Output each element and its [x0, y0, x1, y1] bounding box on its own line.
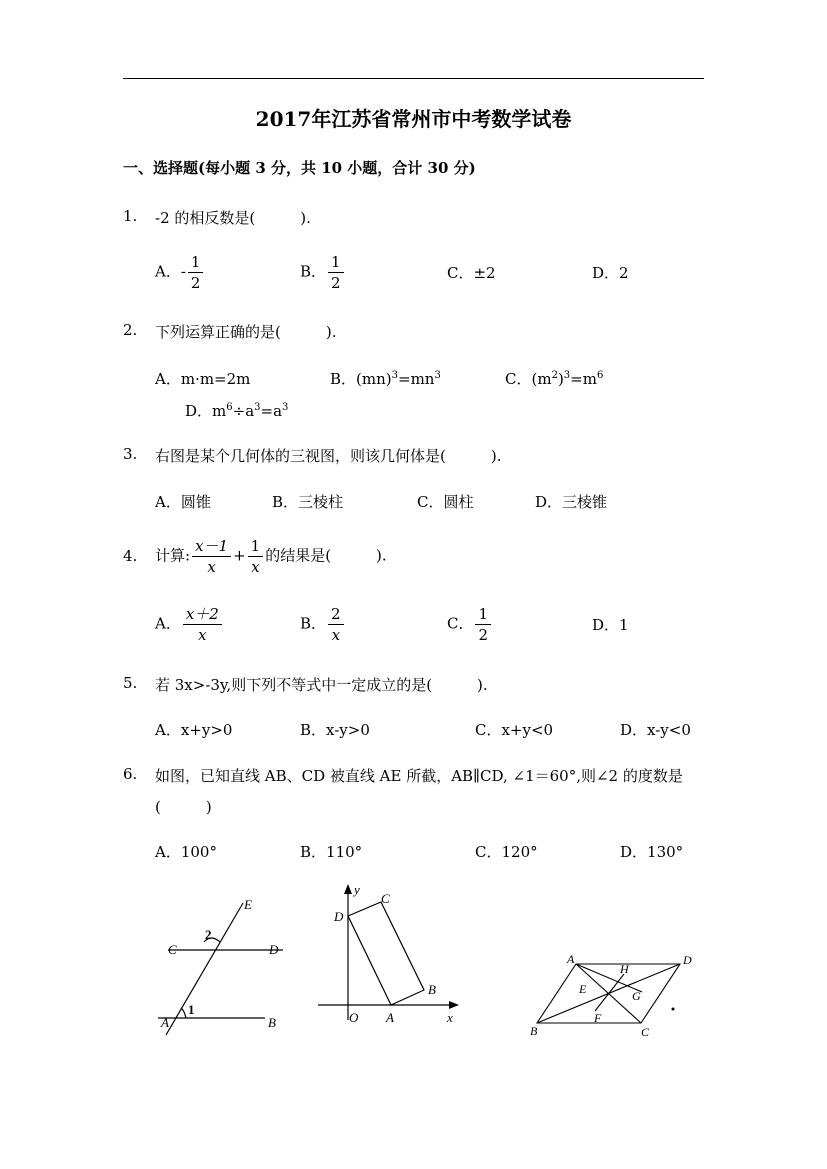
option-text: )	[557, 370, 564, 388]
label-b: B	[428, 982, 436, 997]
option-b[interactable]	[330, 368, 441, 389]
question-number: 5.	[123, 674, 138, 692]
exponent: 2	[551, 370, 558, 381]
option-b[interactable]	[300, 252, 346, 293]
option-text: ÷a	[232, 402, 255, 420]
plus-sign: +	[233, 546, 246, 565]
option-d[interactable]: D．三棱锥	[535, 493, 608, 511]
option-a[interactable]	[155, 604, 224, 645]
figure-parallelogram	[537, 964, 680, 1023]
option-label: B．	[300, 614, 327, 633]
label-h: H	[620, 962, 629, 976]
label-a: A	[567, 952, 575, 966]
label-c: C	[168, 942, 177, 957]
question-stem: 右图是某个几何体的三视图，则该几何体是( ).	[155, 447, 502, 465]
option-label: B．	[300, 262, 327, 281]
option-a[interactable]: A．x+y>0	[155, 721, 233, 739]
numerator: 2	[328, 604, 344, 625]
label-b: B	[268, 1015, 276, 1030]
segment-fh	[595, 974, 624, 1011]
option-label: C．	[447, 614, 474, 633]
option-a[interactable]: A．圆锥	[155, 493, 211, 511]
question-stem: 如图，已知直线 AB、CD 被直线 AE 所截，AB∥CD, ∠1＝60°,则∠2 的度数是	[155, 767, 683, 785]
option-text: C．(m	[505, 370, 552, 388]
exponent: 3	[282, 402, 289, 413]
option-label: A．-	[155, 262, 186, 281]
header-rule	[123, 78, 704, 79]
label-y: y	[354, 882, 360, 897]
question-number: 6.	[123, 765, 138, 783]
numerator: 1	[475, 604, 491, 625]
fraction	[192, 536, 231, 577]
angle-2-label: 2	[205, 927, 212, 942]
option-a[interactable]: A．100°	[155, 843, 217, 861]
label-e: E	[244, 897, 252, 912]
section-heading: 一、选择题(每小题 3 分，共 10 小题，合计 30 分)	[123, 159, 476, 177]
label-a: A	[386, 1010, 394, 1025]
question-stem: -2 的相反数是( ).	[155, 209, 311, 227]
stem-text: 的结果是( ).	[265, 546, 387, 565]
question-stem	[155, 536, 387, 577]
option-a[interactable]: A．m·m=2m	[155, 370, 251, 388]
label-e: E	[579, 982, 587, 996]
question-stem: 下列运算正确的是( ).	[155, 323, 337, 341]
exponent: 3	[254, 402, 261, 413]
denominator: x	[198, 626, 207, 644]
option-text: B．(mn)	[330, 370, 392, 388]
denominator: x	[331, 626, 341, 644]
line-ae	[166, 903, 243, 1035]
option-b[interactable]: B．三棱柱	[272, 493, 344, 511]
label-f: F	[594, 1011, 602, 1025]
option-text: =m	[570, 370, 597, 388]
option-d[interactable]: D．1	[592, 616, 629, 634]
option-c[interactable]	[505, 368, 603, 389]
question-number: 4.	[123, 547, 138, 565]
option-text: D．m	[185, 402, 227, 420]
question-stem: 若 3x>-3y,则下列不等式中一定成立的是( ).	[155, 676, 488, 694]
y-axis-arrow-icon	[344, 884, 352, 894]
rectangle-abcd	[348, 902, 424, 1005]
exponent: 6	[596, 370, 604, 381]
question-number: 2.	[123, 321, 138, 339]
fraction	[248, 536, 264, 577]
denominator: 2	[331, 274, 341, 292]
exponent: 3	[391, 370, 398, 381]
label-d: D	[334, 909, 344, 924]
option-a[interactable]	[155, 252, 205, 293]
numerator: 1	[248, 536, 264, 557]
numerator: 1	[188, 252, 204, 273]
option-d[interactable]: D．130°	[620, 843, 684, 861]
option-text: =mn	[398, 370, 435, 388]
label-c: C	[641, 1025, 650, 1039]
denominator: 2	[190, 274, 201, 292]
option-c[interactable]: C．圆柱	[417, 493, 474, 511]
fraction	[188, 252, 204, 293]
option-c[interactable]: C．120°	[475, 843, 538, 861]
stem-text: 计算:	[155, 546, 191, 565]
label-a: A	[161, 1015, 169, 1030]
denominator: 2	[478, 626, 489, 644]
label-o: O	[349, 1010, 359, 1025]
fraction	[475, 604, 491, 645]
exponent: 3	[563, 370, 571, 381]
angle-1-arc	[181, 1008, 186, 1018]
label-x: x	[447, 1010, 453, 1025]
question-number: 1.	[123, 207, 138, 225]
x-axis-arrow-icon	[449, 1001, 459, 1009]
option-c[interactable]: C．x+y<0	[475, 721, 554, 739]
option-b[interactable]: B．x-y>0	[300, 721, 370, 739]
option-d[interactable]: D．2	[592, 264, 629, 282]
option-d[interactable]: D．x-y<0	[620, 721, 691, 739]
option-b[interactable]	[300, 604, 346, 645]
label-b: B	[530, 1024, 538, 1038]
option-text: =a	[260, 402, 283, 420]
label-c: C	[381, 891, 390, 906]
denominator: x	[207, 558, 216, 576]
label-g: G	[632, 989, 641, 1003]
option-label: A．	[155, 614, 181, 633]
figures-area	[0, 870, 827, 1050]
numerator: 1	[328, 252, 344, 273]
question-stem-continued: ( )	[155, 798, 212, 816]
option-c[interactable]	[447, 604, 493, 645]
page-title: 2017年江苏省常州市中考数学试卷	[255, 107, 572, 131]
option-b[interactable]: B．110°	[300, 843, 363, 861]
numerator: x＋2	[183, 604, 222, 625]
question-number: 3.	[123, 445, 138, 463]
angle-1-label: 1	[188, 1002, 195, 1017]
fraction	[328, 604, 344, 645]
exponent: 3	[434, 370, 441, 381]
stray-dot	[672, 1008, 675, 1011]
numerator: x－1	[192, 536, 231, 557]
option-d[interactable]	[185, 400, 288, 421]
fraction	[328, 252, 344, 293]
denominator: x	[251, 558, 260, 576]
label-d: D	[683, 953, 692, 967]
figure-parallel-lines	[158, 903, 283, 1035]
option-c[interactable]: C．±2	[447, 264, 496, 282]
fraction	[183, 604, 222, 645]
exponent: 6	[226, 402, 233, 413]
label-d: D	[269, 942, 279, 957]
